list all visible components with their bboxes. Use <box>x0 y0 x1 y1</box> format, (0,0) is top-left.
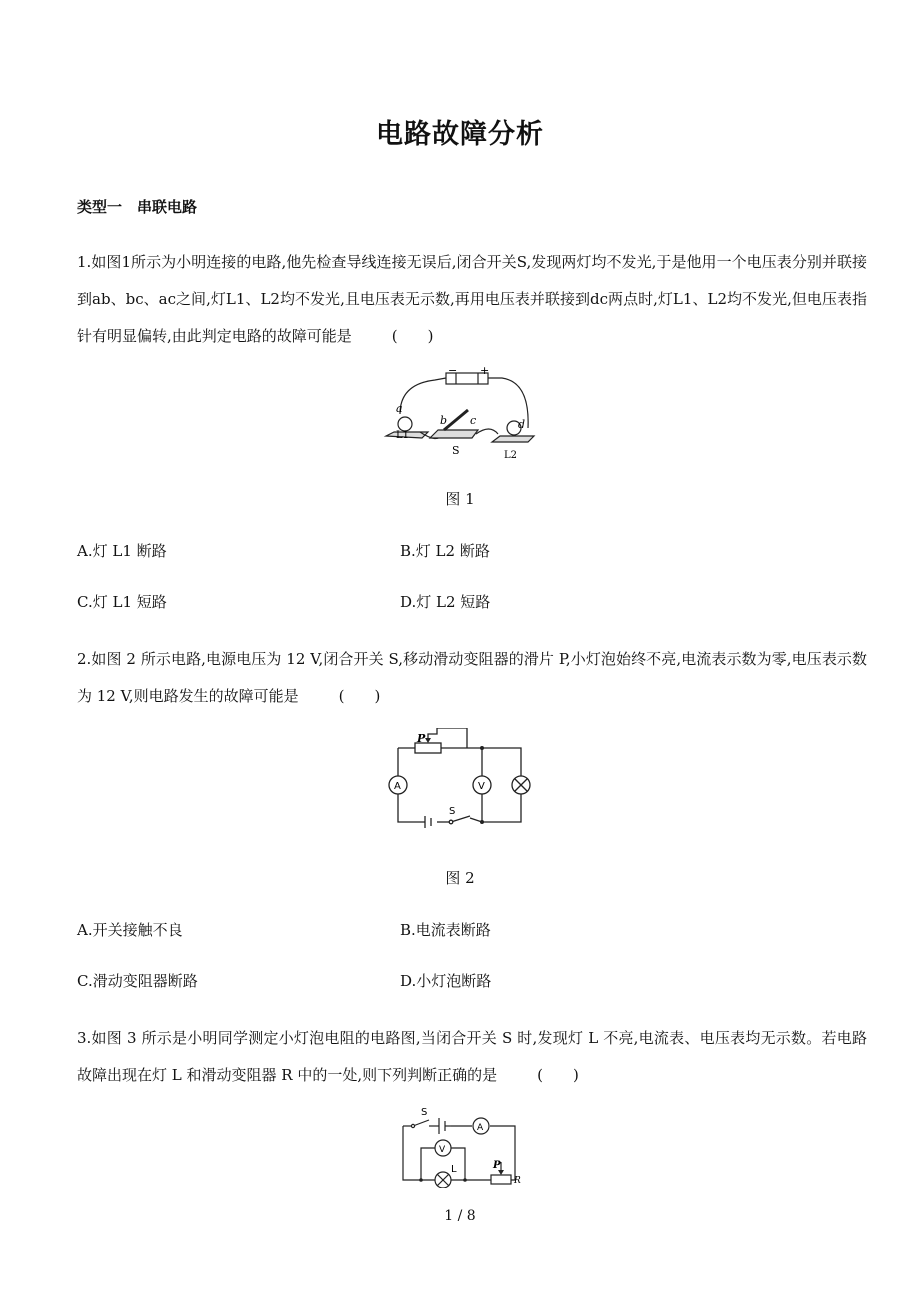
figure-1-caption: 图 1 <box>445 490 475 508</box>
point-c-label: c <box>470 414 477 427</box>
q1-option-b: B.灯 L2 断路 <box>400 542 490 560</box>
q2-option-a: A.开关接触不良 <box>77 921 183 939</box>
q2-option-c: C.滑动变阻器断路 <box>77 972 198 990</box>
question-2 <box>77 641 867 715</box>
question-2-text: 2.如图 2 所示电路,电源电压为 12 V,闭合开关 S,移动滑动变阻器的滑片 P,小灯泡始终不亮,电流表示数为零,电压表示数为 12 V,则电路发生的故障可能是 <box>77 650 867 705</box>
answer-paren: ( ) <box>391 327 434 345</box>
l2-label: L2 <box>504 450 518 461</box>
answer-paren: ( ) <box>537 1066 579 1084</box>
voltmeter-label: V <box>478 781 485 792</box>
ammeter-label: A <box>394 781 401 792</box>
ammeter-label: A <box>477 1123 484 1133</box>
switch-label: S <box>452 444 460 457</box>
lamp-l-label: L <box>451 1164 457 1175</box>
section-heading: 类型一 串联电路 <box>77 198 198 216</box>
question-3 <box>77 1020 867 1094</box>
figure-2-caption: 图 2 <box>445 869 475 887</box>
q2-option-b: B.电流表断路 <box>400 921 491 939</box>
slider-p-label: P <box>417 732 426 745</box>
q2-option-d: D.小灯泡断路 <box>400 972 492 990</box>
slider-p-label: P <box>493 1160 501 1171</box>
figure-2-circuit <box>385 728 535 828</box>
resistor-r-label: R <box>514 1176 521 1186</box>
voltmeter-label: V <box>439 1145 446 1155</box>
answer-paren: ( ) <box>338 687 381 705</box>
switch-label: S <box>421 1107 428 1118</box>
question-1-text: 1.如图1所示为小明连接的电路,他先检查导线连接无误后,闭合开关S,发现两灯均不发光,于是他用一个电压表分别并联接到ab、bc、ac之间,灯L1、L2均不发光,且电压表无示数,再用电压表并联接到dc两点时,灯L1、L2均不发光,但电压表指针有明显偏转,由此判定电路的故障可能是 <box>77 253 867 345</box>
l1-label: L1 <box>396 430 410 441</box>
point-d-label: d <box>518 418 526 431</box>
figure-3-circuit <box>395 1104 530 1188</box>
figure-1-circuit <box>380 366 540 462</box>
switch-label: S <box>449 806 456 817</box>
point-b-label: b <box>440 414 448 427</box>
q1-option-d: D.灯 L2 短路 <box>400 593 491 611</box>
q1-option-a: A.灯 L1 断路 <box>77 542 167 560</box>
question-1 <box>77 244 867 355</box>
plus-label: + <box>480 366 490 377</box>
question-3-text: 3.如图 3 所示是小明同学测定小灯泡电阻的电路图,当闭合开关 S 时,发现灯 L 不亮,电流表、电压表均无示数。若电路故障出现在灯 L 和滑动变阻器 R 中的一处,则下列判断正确的是 <box>77 1029 867 1084</box>
page-number: 1 / 8 <box>444 1208 476 1224</box>
point-a-label: a <box>396 402 403 415</box>
page-title: 电路故障分析 <box>376 119 544 150</box>
q1-option-c: C.灯 L1 短路 <box>77 593 167 611</box>
minus-label: − <box>448 366 458 377</box>
